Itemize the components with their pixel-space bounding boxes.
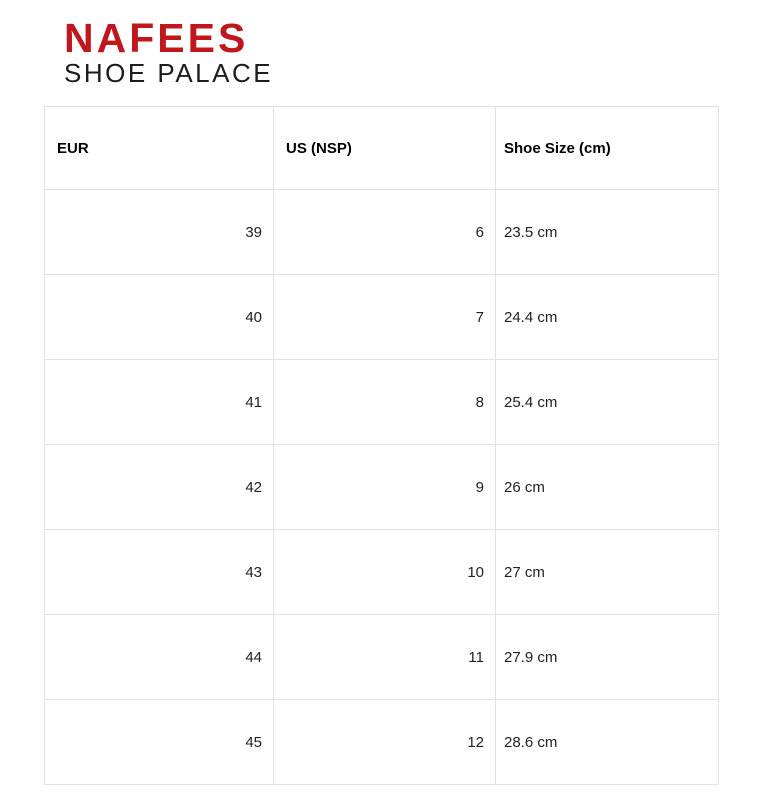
us-cell: 8 [274, 360, 496, 445]
eur-cell: 42 [45, 445, 274, 530]
eur-cell: 43 [45, 530, 274, 615]
cm-cell: 28.6 cm [496, 700, 719, 785]
cm-cell: 23.5 cm [496, 190, 719, 275]
cm-cell: 27 cm [496, 530, 719, 615]
us-cell: 9 [274, 445, 496, 530]
table-row [45, 360, 719, 445]
eur-cell: 44 [45, 615, 274, 700]
header-eur: EUR [45, 107, 274, 190]
brand-logo [64, 15, 274, 88]
cm-cell: 25.4 cm [496, 360, 719, 445]
eur-cell: 39 [45, 190, 274, 275]
us-cell: 10 [274, 530, 496, 615]
cm-cell: 26 cm [496, 445, 719, 530]
eur-cell: 41 [45, 360, 274, 445]
eur-cell: 45 [45, 700, 274, 785]
header-us-nsp: US (NSP) [274, 107, 496, 190]
brand-tagline: SHOE PALACE [64, 58, 274, 88]
us-cell: 12 [274, 700, 496, 785]
us-cell: 7 [274, 275, 496, 360]
table-row [45, 445, 719, 530]
brand-name: NAFEES [64, 15, 249, 61]
table-row [45, 190, 719, 275]
table-body [45, 190, 719, 785]
us-cell: 11 [274, 615, 496, 700]
cm-cell: 27.9 cm [496, 615, 719, 700]
header-shoe-size-cm: Shoe Size (cm) [496, 107, 719, 190]
table-row [45, 530, 719, 615]
table-row [45, 615, 719, 700]
eur-cell: 40 [45, 275, 274, 360]
table-row [45, 275, 719, 360]
cm-cell: 24.4 cm [496, 275, 719, 360]
us-cell: 6 [274, 190, 496, 275]
table-header-row [45, 107, 719, 190]
size-conversion-table [44, 106, 719, 785]
table-row [45, 700, 719, 785]
